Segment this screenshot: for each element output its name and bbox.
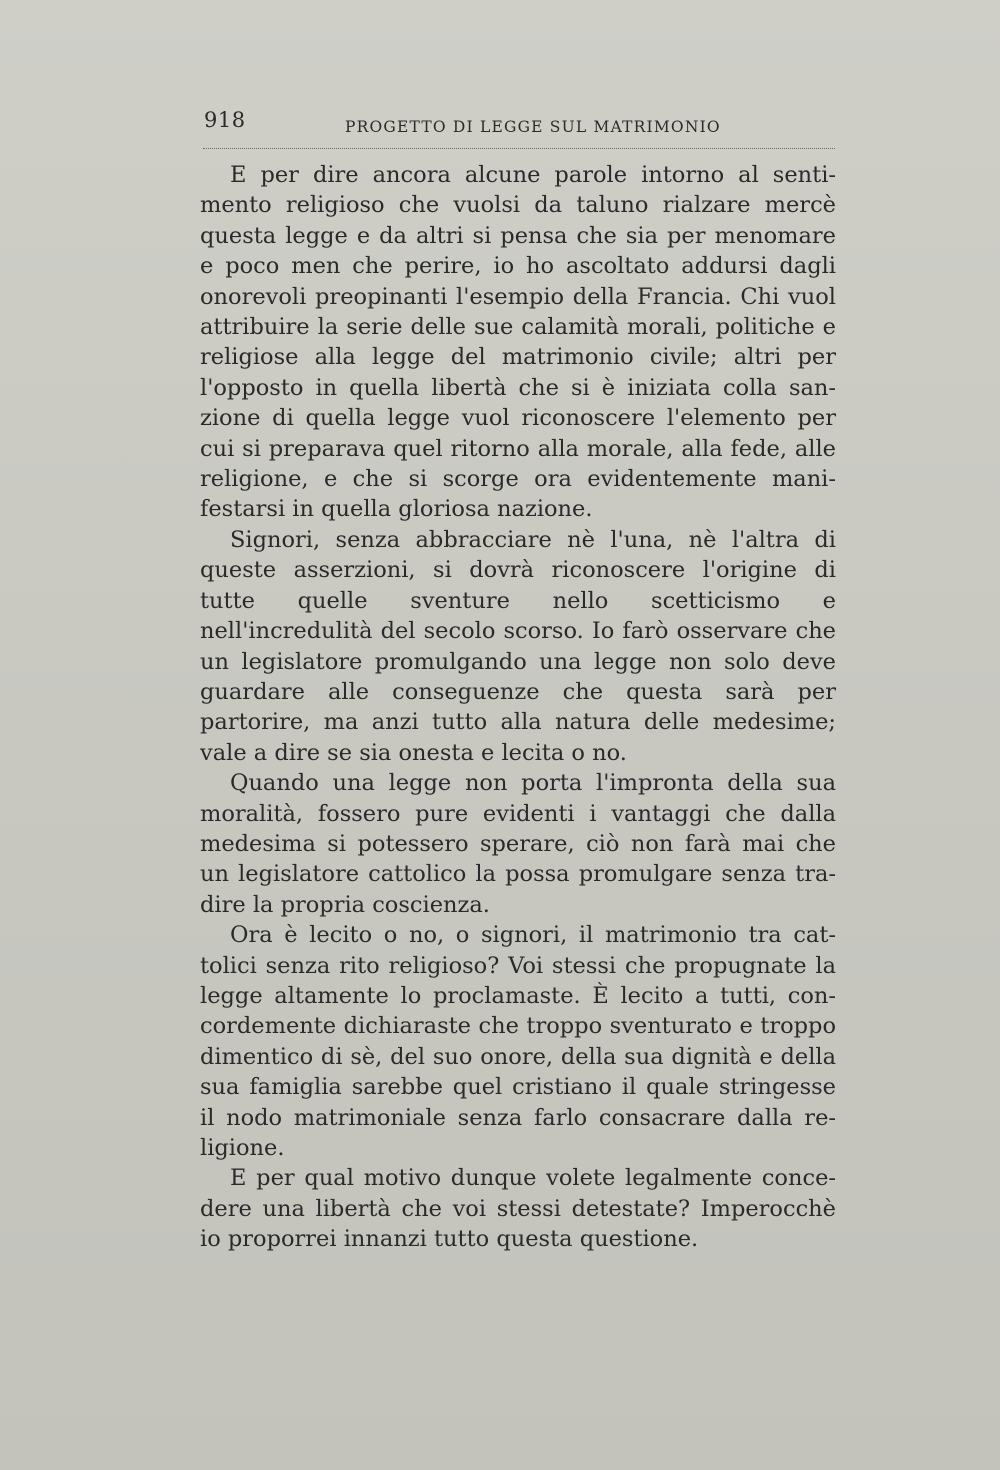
paragraph-2: Signori, senza abbracciare nè l'una, nè l'altra di queste asserzioni, si dovrà riconoscere l'origine di tutte quelle sventure nello scetticismo e nell'incredulità del secolo scorso. Io farò osservare che un legislatore promulgando una legge non solo deve guardare alle conseguenze che questa sarà per partorire, ma anzi tutto alla natura delle medesime; vale a dire se sia onesta e lecita o no. bbox=[200, 526, 836, 766]
header-rule bbox=[203, 148, 835, 149]
paragraph-3: Quando una legge non porta l'impronta della sua moralità, fossero pure evidenti i vantaggi che dalla medesima si potessero sperare, ciò non farà mai che un legislatore cattolico la possa promulgare senza tradire la propria coscienza. bbox=[200, 770, 836, 918]
body-text bbox=[200, 160, 836, 1255]
page-number: 918 bbox=[204, 108, 246, 132]
paragraph-5: E per qual motivo dunque volete legalmente concedere una libertà che voi stessi detestate? Imperocchè io proporrei innanzi tutto questa questione. bbox=[200, 1165, 836, 1253]
running-head bbox=[200, 108, 840, 148]
paragraph-1: E per dire ancora alcune parole intorno al sentimento religioso che vuolsi da taluno rialzare mercè questa legge e da altri si pensa che sia per menomare e poco men che perire, io ho ascoltato addursi dagli onorevoli preopinanti l'esempio della Francia. Chi vuol attribuire la serie delle sue calamità morali, politiche e religiose alla legge del matrimonio civile; altri per l'opposto in quella libertà che si è iniziata colla sanzione di quella legge vuol riconoscere l'elemento per cui si preparava quel ritorno alla morale, alla fede, alle religione, e che si scorge ora evidentemente manifestarsi in quella gloriosa nazione. bbox=[200, 162, 836, 523]
running-title: PROGETTO DI LEGGE SUL MATRIMONIO bbox=[345, 118, 721, 136]
paragraph-4: Ora è lecito o no, o signori, il matrimonio tra cattolici senza rito religioso? Voi stessi che propugnate la legge altamente lo proclamaste. È lecito a tutti, concordemente dichiaraste che troppo sventurato e troppo dimentico di sè, del suo onore, della sua dignità e della sua famiglia sarebbe quel cristiano il quale stringesse il nodo matrimoniale senza farlo consacrare dalla religione. bbox=[200, 922, 836, 1161]
